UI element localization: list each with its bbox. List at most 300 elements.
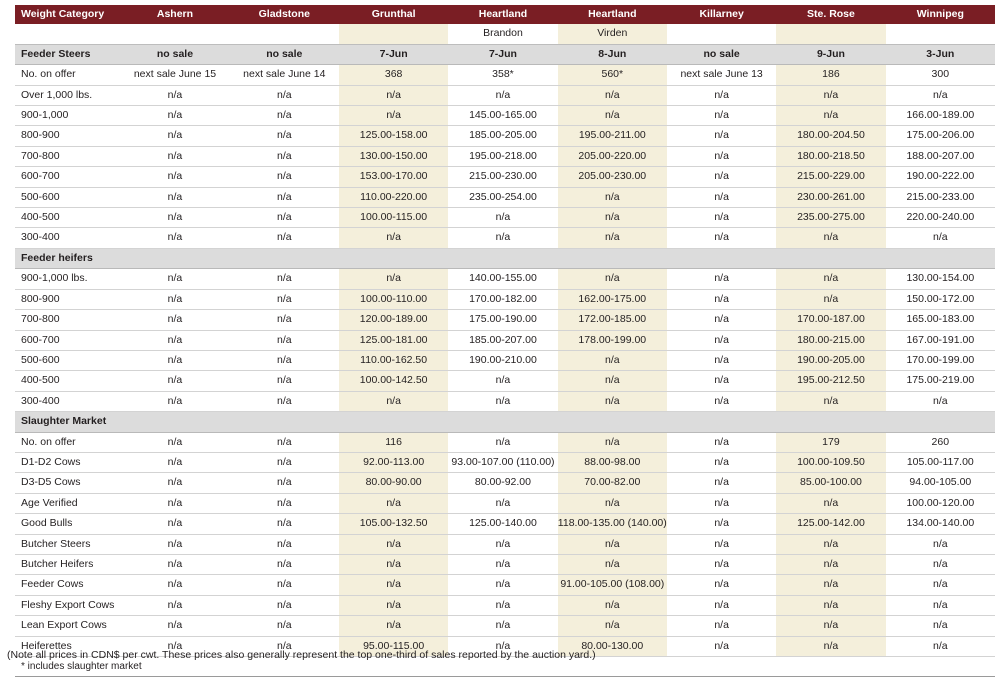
price-cell: 178.00-199.00	[558, 330, 667, 350]
price-cell: n/a	[776, 228, 885, 248]
price-cell: n/a	[558, 371, 667, 391]
price-cell: 134.00-140.00	[886, 514, 995, 534]
price-cell: n/a	[558, 269, 667, 289]
sale-date-cell	[448, 248, 557, 268]
section-header-row	[15, 44, 995, 64]
price-cell: n/a	[667, 554, 776, 574]
price-cell: 170.00-187.00	[776, 310, 885, 330]
price-cell: n/a	[448, 534, 557, 554]
section-header-row	[15, 412, 995, 432]
price-cell: n/a	[120, 534, 229, 554]
price-cell: 116	[339, 432, 448, 452]
price-cell: n/a	[120, 106, 229, 126]
row-label: 300-400	[15, 391, 120, 411]
location-cell	[776, 24, 885, 44]
sale-date-cell: no sale	[120, 44, 229, 64]
price-cell: n/a	[120, 208, 229, 228]
price-cell: n/a	[448, 228, 557, 248]
price-cell: 205.00-230.00	[558, 167, 667, 187]
price-cell: n/a	[667, 106, 776, 126]
table-row	[15, 187, 995, 207]
price-cell: n/a	[230, 167, 339, 187]
price-cell: n/a	[120, 554, 229, 574]
location-cell: Brandon	[448, 24, 557, 44]
price-cell: n/a	[120, 289, 229, 309]
price-cell: n/a	[667, 289, 776, 309]
price-cell: next sale June 13	[667, 65, 776, 85]
price-cell: n/a	[667, 575, 776, 595]
price-cell: n/a	[667, 350, 776, 370]
price-cell: n/a	[667, 187, 776, 207]
price-cell: n/a	[230, 432, 339, 452]
price-cell: n/a	[230, 126, 339, 146]
table-row	[15, 452, 995, 472]
price-cell: n/a	[558, 391, 667, 411]
price-cell: n/a	[667, 534, 776, 554]
price-cell: 166.00-189.00	[886, 106, 995, 126]
price-cell: n/a	[776, 575, 885, 595]
row-label: 300-400	[15, 228, 120, 248]
price-cell: n/a	[776, 595, 885, 615]
price-cell: 70.00-82.00	[558, 473, 667, 493]
table-row	[15, 493, 995, 513]
row-label: No. on offer	[15, 432, 120, 452]
row-label: Heiferettes	[15, 636, 120, 656]
row-label: Butcher Heifers	[15, 554, 120, 574]
price-cell: n/a	[776, 269, 885, 289]
price-cell: n/a	[120, 514, 229, 534]
price-cell: n/a	[230, 350, 339, 370]
price-cell: n/a	[120, 391, 229, 411]
price-cell: n/a	[886, 534, 995, 554]
table-row	[15, 575, 995, 595]
price-cell: 188.00-207.00	[886, 146, 995, 166]
row-label: 800-900	[15, 289, 120, 309]
row-label: 900-1,000 lbs.	[15, 269, 120, 289]
price-cell: 260	[886, 432, 995, 452]
price-cell: 195.00-212.50	[776, 371, 885, 391]
price-cell: n/a	[120, 636, 229, 656]
price-cell: n/a	[120, 595, 229, 615]
sale-date-cell	[667, 248, 776, 268]
price-cell: 186	[776, 65, 885, 85]
price-cell: n/a	[558, 616, 667, 636]
price-cell: n/a	[558, 187, 667, 207]
price-cell: 235.00-275.00	[776, 208, 885, 228]
price-cell: n/a	[339, 269, 448, 289]
price-cell: n/a	[339, 493, 448, 513]
price-cell: n/a	[886, 391, 995, 411]
price-cell: 230.00-261.00	[776, 187, 885, 207]
price-cell: n/a	[667, 146, 776, 166]
section-title: Feeder Steers	[15, 44, 120, 64]
sale-date-cell: 8-Jun	[558, 44, 667, 64]
price-cell: n/a	[230, 310, 339, 330]
row-label: D1-D2 Cows	[15, 452, 120, 472]
location-cell	[230, 24, 339, 44]
price-cell: 88.00-98.00	[558, 452, 667, 472]
price-cell: 205.00-220.00	[558, 146, 667, 166]
price-cell: 100.00-109.50	[776, 452, 885, 472]
location-cell	[886, 24, 995, 44]
sale-date-cell	[120, 412, 229, 432]
price-cell: n/a	[230, 575, 339, 595]
table-row	[15, 289, 995, 309]
price-cell: 105.00-117.00	[886, 452, 995, 472]
price-cell: 175.00-219.00	[886, 371, 995, 391]
sale-date-cell	[230, 412, 339, 432]
table-row	[15, 534, 995, 554]
price-cell: n/a	[230, 187, 339, 207]
price-cell: n/a	[120, 350, 229, 370]
row-label: Lean Export Cows	[15, 616, 120, 636]
location-cell: Virden	[558, 24, 667, 44]
price-cell: n/a	[558, 595, 667, 615]
price-cell: 195.00-211.00	[558, 126, 667, 146]
price-cell: n/a	[558, 432, 667, 452]
price-cell: n/a	[448, 432, 557, 452]
column-header-market: Heartland	[448, 5, 557, 24]
price-cell: 170.00-199.00	[886, 350, 995, 370]
price-cell: 220.00-240.00	[886, 208, 995, 228]
price-cell: 93.00-107.00 (110.00)	[448, 452, 557, 472]
table-row	[15, 595, 995, 615]
row-label: Butcher Steers	[15, 534, 120, 554]
price-cell: n/a	[120, 269, 229, 289]
table-header-row	[15, 5, 995, 24]
price-cell: 145.00-165.00	[448, 106, 557, 126]
section-title: Feeder heifers	[15, 248, 120, 268]
price-cell: 125.00-142.00	[776, 514, 885, 534]
location-cell	[667, 24, 776, 44]
price-cell: n/a	[886, 595, 995, 615]
price-cell: 190.00-222.00	[886, 167, 995, 187]
price-cell: n/a	[667, 208, 776, 228]
price-cell: 140.00-155.00	[448, 269, 557, 289]
price-cell: n/a	[776, 636, 885, 656]
price-cell: 120.00-189.00	[339, 310, 448, 330]
price-cell: n/a	[667, 473, 776, 493]
price-cell: n/a	[339, 228, 448, 248]
price-cell: n/a	[120, 575, 229, 595]
price-cell: n/a	[667, 595, 776, 615]
price-cell: n/a	[120, 187, 229, 207]
table-row	[15, 514, 995, 534]
row-label: Over 1,000 lbs.	[15, 85, 120, 105]
price-cell: n/a	[776, 85, 885, 105]
sale-date-cell	[339, 412, 448, 432]
price-cell: 125.00-140.00	[448, 514, 557, 534]
price-cell: n/a	[230, 330, 339, 350]
price-cell: n/a	[776, 391, 885, 411]
price-cell: n/a	[339, 106, 448, 126]
table-row	[15, 432, 995, 452]
price-cell: n/a	[230, 85, 339, 105]
table-row	[15, 106, 995, 126]
price-cell: 105.00-132.50	[339, 514, 448, 534]
price-cell: 180.00-218.50	[776, 146, 885, 166]
price-cell: n/a	[448, 575, 557, 595]
price-cell: n/a	[448, 371, 557, 391]
price-cell: 300	[886, 65, 995, 85]
price-cell: next sale June 14	[230, 65, 339, 85]
table-row	[15, 371, 995, 391]
price-cell: 95.00-115.00	[339, 636, 448, 656]
price-cell: n/a	[230, 106, 339, 126]
location-row	[15, 24, 995, 44]
price-cell: n/a	[448, 616, 557, 636]
price-cell: n/a	[667, 85, 776, 105]
location-cell	[339, 24, 448, 44]
footnote: * includes slaughter market	[15, 657, 995, 677]
table-row	[15, 473, 995, 493]
sale-date-cell: no sale	[667, 44, 776, 64]
price-cell: n/a	[667, 452, 776, 472]
price-cell: n/a	[667, 432, 776, 452]
price-cell: n/a	[230, 554, 339, 574]
price-cell: n/a	[120, 126, 229, 146]
row-label: 500-600	[15, 187, 120, 207]
price-cell: n/a	[120, 473, 229, 493]
price-cell: n/a	[120, 310, 229, 330]
price-cell: n/a	[667, 269, 776, 289]
column-header-market: Ashern	[120, 5, 229, 24]
price-cell: n/a	[558, 85, 667, 105]
sale-date-cell: 3-Jun	[886, 44, 995, 64]
price-cell: n/a	[667, 616, 776, 636]
price-cell: 172.00-185.00	[558, 310, 667, 330]
price-cell: 150.00-172.00	[886, 289, 995, 309]
column-header-market: Winnipeg	[886, 5, 995, 24]
sale-date-cell	[886, 248, 995, 268]
section-header-row	[15, 248, 995, 268]
price-cell: n/a	[120, 330, 229, 350]
price-cell: 358*	[448, 65, 557, 85]
row-label: Feeder Cows	[15, 575, 120, 595]
sale-date-cell	[558, 248, 667, 268]
price-cell: n/a	[120, 85, 229, 105]
table-row	[15, 85, 995, 105]
price-cell: n/a	[230, 534, 339, 554]
price-cell: n/a	[230, 146, 339, 166]
price-cell: n/a	[448, 636, 557, 656]
price-cell: 167.00-191.00	[886, 330, 995, 350]
row-label: 400-500	[15, 371, 120, 391]
row-label: 600-700	[15, 167, 120, 187]
price-cell: 92.00-113.00	[339, 452, 448, 472]
price-cell: 80.00-90.00	[339, 473, 448, 493]
price-cell: n/a	[230, 269, 339, 289]
price-cell: n/a	[558, 228, 667, 248]
sale-date-cell	[776, 248, 885, 268]
price-cell: n/a	[230, 473, 339, 493]
sale-date-cell	[776, 412, 885, 432]
price-cell: 100.00-110.00	[339, 289, 448, 309]
price-cell: n/a	[448, 208, 557, 228]
row-label: 700-800	[15, 146, 120, 166]
price-cell: 130.00-150.00	[339, 146, 448, 166]
price-cell: n/a	[230, 595, 339, 615]
price-cell: n/a	[558, 534, 667, 554]
price-cell: 235.00-254.00	[448, 187, 557, 207]
table-row	[15, 126, 995, 146]
table-row	[15, 228, 995, 248]
price-cell: 185.00-205.00	[448, 126, 557, 146]
row-label: 500-600	[15, 350, 120, 370]
column-header-market: Heartland	[558, 5, 667, 24]
row-label: 800-900	[15, 126, 120, 146]
price-cell: 175.00-190.00	[448, 310, 557, 330]
price-cell: n/a	[339, 554, 448, 574]
price-cell: 175.00-206.00	[886, 126, 995, 146]
price-cell: 125.00-158.00	[339, 126, 448, 146]
price-cell: n/a	[886, 554, 995, 574]
price-cell: n/a	[667, 310, 776, 330]
price-cell: n/a	[886, 575, 995, 595]
price-cell: n/a	[886, 228, 995, 248]
row-label: 600-700	[15, 330, 120, 350]
sale-date-cell: 9-Jun	[776, 44, 885, 64]
table-row	[15, 167, 995, 187]
column-header-weight-category: Weight Category	[15, 5, 120, 24]
row-label: Good Bulls	[15, 514, 120, 534]
price-cell: n/a	[230, 636, 339, 656]
sale-date-cell	[558, 412, 667, 432]
price-cell: n/a	[667, 126, 776, 146]
price-cell: n/a	[339, 595, 448, 615]
price-cell: next sale June 15	[120, 65, 229, 85]
price-cell: 100.00-142.50	[339, 371, 448, 391]
table-row	[15, 269, 995, 289]
table-row	[15, 146, 995, 166]
price-cell: n/a	[667, 636, 776, 656]
price-cell: 170.00-182.00	[448, 289, 557, 309]
price-cell: n/a	[667, 493, 776, 513]
sale-date-cell	[120, 248, 229, 268]
price-cell: n/a	[667, 371, 776, 391]
price-cell: 190.00-205.00	[776, 350, 885, 370]
column-header-market: Gladstone	[230, 5, 339, 24]
column-header-market: Ste. Rose	[776, 5, 885, 24]
column-header-market: Grunthal	[339, 5, 448, 24]
price-cell: n/a	[448, 85, 557, 105]
price-cell: n/a	[448, 595, 557, 615]
price-cell: n/a	[120, 146, 229, 166]
price-cell: 130.00-154.00	[886, 269, 995, 289]
price-cell: n/a	[667, 391, 776, 411]
table-row	[15, 65, 995, 85]
sale-date-cell	[667, 412, 776, 432]
price-cell: 165.00-183.00	[886, 310, 995, 330]
price-cell: n/a	[667, 330, 776, 350]
price-cell: 80.00-92.00	[448, 473, 557, 493]
price-cell: 94.00-105.00	[886, 473, 995, 493]
table-row	[15, 310, 995, 330]
price-cell: n/a	[120, 371, 229, 391]
location-cell	[120, 24, 229, 44]
sale-date-cell: 7-Jun	[448, 44, 557, 64]
price-cell: n/a	[230, 371, 339, 391]
price-cell: 215.00-230.00	[448, 167, 557, 187]
table-row	[15, 616, 995, 636]
row-label: Fleshy Export Cows	[15, 595, 120, 615]
sale-date-cell: 7-Jun	[339, 44, 448, 64]
price-cell: n/a	[667, 228, 776, 248]
price-cell: 125.00-181.00	[339, 330, 448, 350]
price-cell: n/a	[230, 391, 339, 411]
price-cell: n/a	[448, 391, 557, 411]
price-cell: 179	[776, 432, 885, 452]
price-cell: n/a	[230, 228, 339, 248]
price-cell: 185.00-207.00	[448, 330, 557, 350]
price-cell: 118.00-135.00 (140.00)	[558, 514, 667, 534]
price-cell: n/a	[886, 85, 995, 105]
price-cell: 180.00-204.50	[776, 126, 885, 146]
price-cell: n/a	[776, 534, 885, 554]
location-cell	[15, 24, 120, 44]
price-cell: 560*	[558, 65, 667, 85]
row-label: No. on offer	[15, 65, 120, 85]
price-cell: 85.00-100.00	[776, 473, 885, 493]
table-row	[15, 554, 995, 574]
price-cell: n/a	[230, 208, 339, 228]
price-cell: 162.00-175.00	[558, 289, 667, 309]
table-row	[15, 330, 995, 350]
price-cell: n/a	[120, 493, 229, 513]
price-cell: n/a	[120, 228, 229, 248]
price-cell: n/a	[120, 452, 229, 472]
price-cell: n/a	[230, 452, 339, 472]
price-cell: 100.00-120.00	[886, 493, 995, 513]
price-cell: n/a	[120, 432, 229, 452]
price-cell: n/a	[230, 493, 339, 513]
price-cell: n/a	[339, 391, 448, 411]
row-label: Age Verified	[15, 493, 120, 513]
price-cell: n/a	[667, 514, 776, 534]
price-cell: n/a	[339, 575, 448, 595]
price-cell: n/a	[776, 616, 885, 636]
price-cell: 190.00-210.00	[448, 350, 557, 370]
price-cell: n/a	[886, 636, 995, 656]
price-note: (Note all prices in CDN$ per cwt. These prices also generally represent the top one-third of sales reported by the auction yard.)	[7, 649, 596, 661]
price-cell: n/a	[667, 167, 776, 187]
price-cell: 80.00-130.00	[558, 636, 667, 656]
price-cell: n/a	[558, 493, 667, 513]
price-cell: n/a	[120, 616, 229, 636]
price-cell: 195.00-218.00	[448, 146, 557, 166]
price-cell: n/a	[448, 493, 557, 513]
price-cell: n/a	[558, 350, 667, 370]
price-cell: 110.00-220.00	[339, 187, 448, 207]
price-cell: n/a	[776, 493, 885, 513]
price-cell: n/a	[776, 554, 885, 574]
price-cell: n/a	[339, 534, 448, 554]
sale-date-cell	[448, 412, 557, 432]
table-row	[15, 391, 995, 411]
price-cell: n/a	[230, 289, 339, 309]
sale-date-cell	[339, 248, 448, 268]
price-cell: 180.00-215.00	[776, 330, 885, 350]
price-cell: n/a	[558, 208, 667, 228]
price-cell: n/a	[558, 106, 667, 126]
price-cell: n/a	[230, 616, 339, 636]
price-cell: n/a	[558, 554, 667, 574]
table-row	[15, 350, 995, 370]
price-cell: 100.00-115.00	[339, 208, 448, 228]
row-label: 900-1,000	[15, 106, 120, 126]
price-cell: 153.00-170.00	[339, 167, 448, 187]
row-label: D3-D5 Cows	[15, 473, 120, 493]
